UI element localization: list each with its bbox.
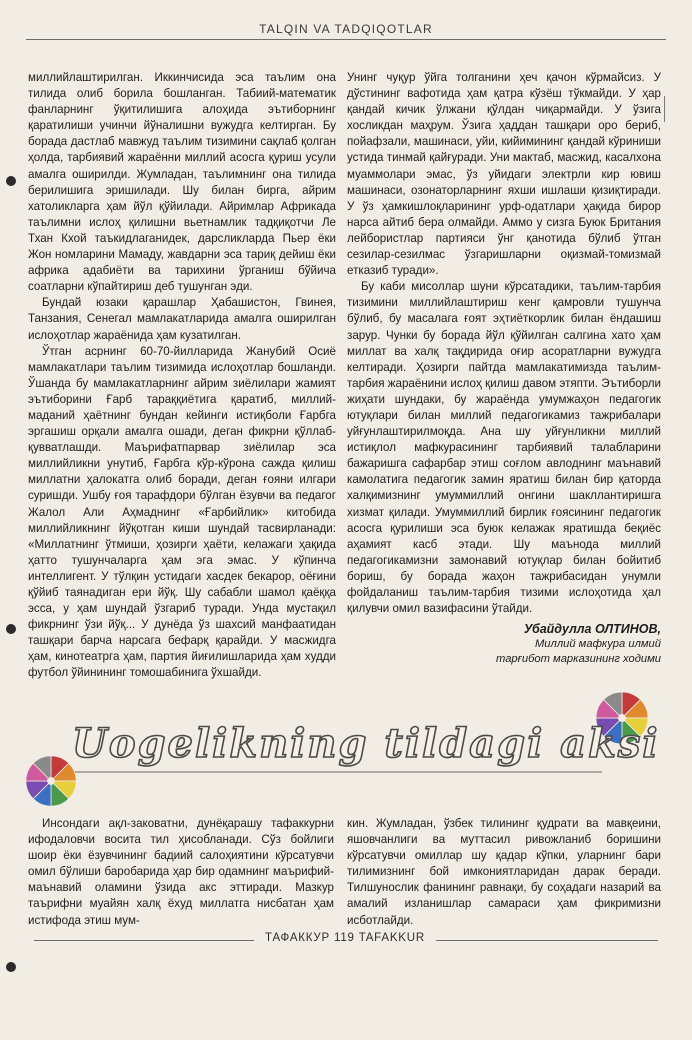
wheel-hub bbox=[47, 777, 55, 785]
footer-rule bbox=[436, 940, 658, 941]
paragraph: Унинг чуқур ўйга толганини ҳеч қачон кўрмайсиз. У дўстининг вафотида ҳам қатра кўзёш тўкмайди. У ҳар қандай кичик ўлжани қўлдан чиқармайди. У ўзига хосликдан маҳрум. Ўзига ҳаддан ташқари оро бериб, пойафзали, машинаси, уйи, кийимининг қандай кўриниши устида тинмай қайғуради. Уни мактаб, масжид, касалхона муаммолари эмас, ўз уйидаги электрли кир ювиш машинаси, озонаторларнинг яхши ишлаши қизиқтиради. У ўз ҳамкишлоқларининг урф-одатлари ҳақида бирор нарса айтиб бера олмайди. Аммо у сизга Буюк Британия лейбористлар партияси ўнг қанотида бўлиб ўтган сезилар-сезилмас ўзгаришларни оқизмай-томизмай етказиб туради». bbox=[347, 71, 661, 278]
paragraph: Бундай юзаки қарашлар Ҳабашистон, Гвинея, Танзания, Сенегал мамлакатларида амалга оширилган ислоҳотлар жараёнида ҳам кузатилган. bbox=[28, 296, 336, 342]
section-title: Uogelikning tildagi aksi bbox=[72, 720, 660, 767]
author-name: Убайдулла ОЛТИНОВ, bbox=[523, 622, 661, 637]
binder-hole bbox=[6, 176, 16, 186]
article-column-2 bbox=[347, 70, 661, 667]
author-position-2: тарғибот марказининг ходими bbox=[496, 653, 661, 666]
corner-mark bbox=[664, 96, 691, 122]
paragraph: Ўтган асрнинг 60-70-йилларида Жанубий Осиё мамлакатлари таълим тизимида ислоҳотлар бошланди. Ўшанда бу мамлакатларнинг айрим зиёлилари жамият эътиборини Ғарб тараққиётига қаратиб, миллий-маданий ҳаётнинг бундан кейинги истиқболи Ғарбга эргашиш орқали амалга ошади, деган фикрни қўллаб-қувватлашди. Маърифатпарвар зиёлилар эса миллийликни унутиб, Ғарбга кўр-кўрона сажда қилиш миллатни ҳалокатга олиб боради, деган ғояни илгари суришди. Ушбу ғоя тарафдори бўлган ёзувчи ва педагог Жалол Али Аҳмаднинг «Ғарбийлик» китобида миллийликнинг йўқотган киши шундай тасвирланади: «Миллатнинг ўтмиши, ҳозирги ҳаёти, келажаги ҳақида ҳатто тушунчаларга ҳам эга эмас. У кўпинча интеллигент. У тўлқин устидаги хасдек бекарор, оёғини қўйиб таянадиган ери йўқ. Шу сабабли шамол қаёққа эсса, у ҳам шундай ўзгариб туради. Унда мустақил фикрнинг ўзи йўқ... У дунёда ўз шахсий манфаатидан ташқари барча нарсага бефарқ қарайди. У масжидга ҳам, кинотеатрга ҳам, партия йиғилишларида ҳам худди футбол ўйинининг томошабинига ўхшайди. bbox=[28, 344, 336, 680]
header-rule bbox=[26, 39, 666, 40]
article-column-3 bbox=[28, 816, 334, 929]
article-column-4 bbox=[347, 816, 661, 929]
paragraph: кин. Жумладан, ўзбек тилининг қудрати ва мавқеини, яшовчанлиги ва муттасил ривожланиб боришини кўрсатувчи омиллар шу қадар кўпки, уларнинг бари тилимизнинг бой имкониятларидан дарак беради. Тилшунослик фанининг равнақи, бу соҳадаги назарий ва амалий изланишлар самараси ҳам фикримизни исботлайди. bbox=[347, 817, 661, 927]
running-head: TALQIN VA TADQIQOTLAR bbox=[259, 22, 433, 36]
footer-rule bbox=[34, 940, 254, 941]
article-column-1 bbox=[28, 70, 336, 682]
author-signature bbox=[347, 621, 661, 667]
binder-hole bbox=[6, 962, 16, 972]
author-position-1: Миллий мафкура илмий bbox=[534, 638, 661, 651]
paragraph: Инсондаги ақл-заковатни, дунёқарашу тафаккурни ифодаловчи восита тил ҳисобланади. Сўз бойлиги шоир ёки ёзувчининг бадиий салоҳиятини кўрсатувчи омил бўлиши баробарида ҳар бир одамнинг маърифий-маънавий оламини ўзида акс эттиради. Мазкур таърифни муайян халқ ёхуд миллатга нисбатан ҳам истифода этиш мум- bbox=[28, 817, 334, 927]
paragraph: Бу каби мисоллар шуни кўрсатадики, таълим-тарбия тизимини миллийлаштириш кенг қамровли тушунча бўлиб, бу масалага ғоят эҳтиёткорлик билан ёндашиш зарур. Чунки бу борада йўл қўйилган салгина хато ҳам миллат ва халқ тақдирида оғир асоратларни вужудга келтиради. Ҳозирги пайтда мамлакатимизда таълим-тарбия жараёнини ислоҳ қилиш давом этяпти. Эътиборли жиҳати шундаки, бу жараёнда умумжаҳон педагогик ютуқлари билан миллий педагогикамиз тажрибалари уйғунлаштирилмоқда. Ана шу уйғунликни миллий истиқлол мафкурасининг тарбиявий талабларини бажаришга сафарбар этиш соғлом авлоднинг маънавий камолатига педагогик замин яратиш билан бир қаторда халқимизнинг умуммиллий онгини шакллантиришга хизмат қилади. Умуммиллий бирлик ғоясининг педагогик асосга қурилиши эса буюк келажак яратишда беқиёс аҳамият касб этади. Шу маънода миллий педагогикамизни замонавий ютуқлар билан бойитиб бориш, бу борада жаҳон тажрибасидан унумли фойдаланиш таълим-тарбия тизими ислоҳотида ҳал қилувчи омил вазифасини ўтайди. bbox=[347, 280, 661, 616]
binder-hole bbox=[6, 624, 16, 634]
page-footer: ТАФАККУР 119 TAFAKKUR bbox=[265, 932, 425, 944]
color-wheel-icon bbox=[22, 752, 80, 810]
paragraph: миллийлаштирилган. Иккинчисида эса таълим она тилида олиб борила бошланган. Табиий-математик фанларнинг ўқитилишига алоҳида эътиборнинг қаратилиши учинчи йўналишни вужудга келтирган. Бу борада дастлаб мавжуд таълим тизимини сақлаб қолган ҳолда, тарбиявий жараённи миллий асосга қуриш усули амалга оширилди. Жумладан, таълимнинг она тилида берилишига эришилади. Шу билан бирга, айрим хатоликларга ҳам йўл қўйилади. Айримлар Африкада таълимни ислоҳ қилишни вьетнамлик тадқиқотчи Ле Тхан Кхой таъкидлаганидек, дарсликларда Пьер ёки Жон номларини Мамаду, жавдарни эса тариқ дейиш ёки африка адабиёти ва тарихини ўрганиш бўйича соатларни кўпайтириш деб тушунган эди. bbox=[28, 71, 336, 294]
